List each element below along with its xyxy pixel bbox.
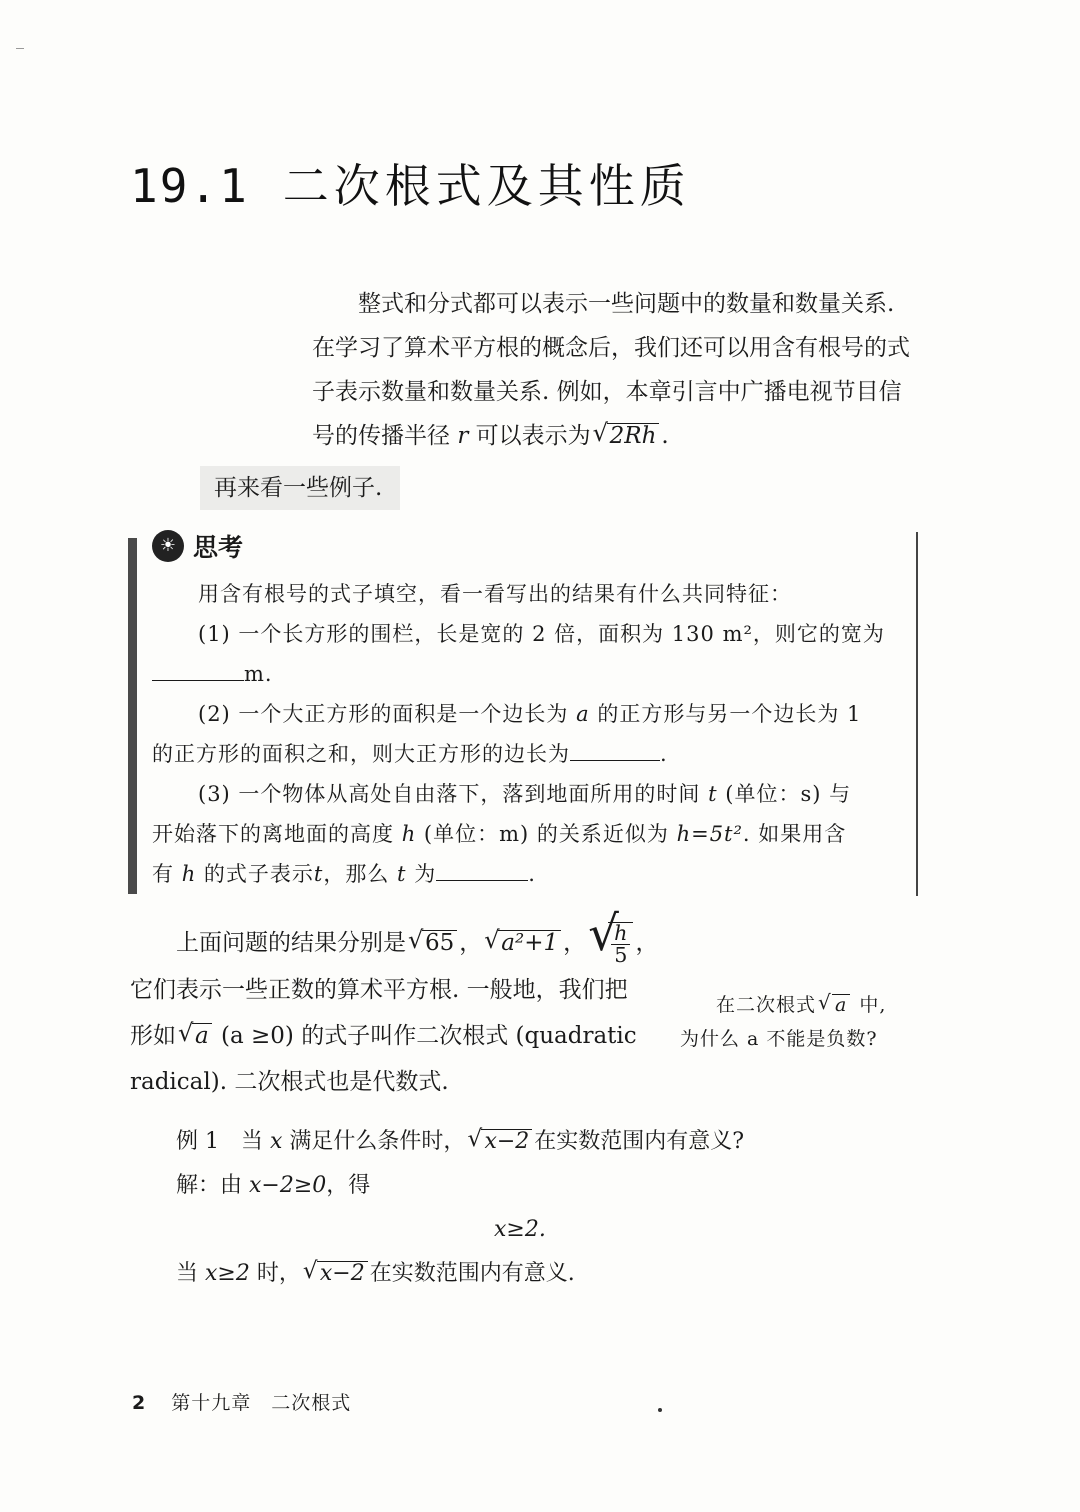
- definition-line: [130, 1013, 660, 1059]
- variable: a: [576, 702, 590, 726]
- question-3-line: [152, 854, 897, 894]
- sqrt-expression: [593, 414, 660, 458]
- question-1-line: [152, 654, 897, 694]
- text-span: (单位：s) 与: [725, 782, 852, 806]
- radicand: a²+1: [498, 930, 561, 956]
- radicand: a: [832, 994, 850, 1016]
- definition-line: radical). 二次根式也是代数式.: [130, 1069, 449, 1096]
- transition-banner: 再来看一些例子.: [200, 466, 400, 510]
- inequality: x≥2: [205, 1261, 250, 1286]
- variable: x: [270, 1129, 283, 1154]
- text-span: ，那么: [323, 862, 390, 886]
- radicand: a: [192, 1023, 212, 1049]
- think-content: [152, 574, 897, 894]
- answer-blank: [436, 880, 528, 881]
- text-span: 开始落下的离地面的高度: [152, 822, 394, 846]
- margin-note: [680, 988, 920, 1056]
- text-span: 在实数范围内有意义?: [534, 1129, 745, 1154]
- text-span: 例 1 当: [176, 1129, 263, 1154]
- denominator: 5: [614, 943, 628, 968]
- text-span: m.: [244, 662, 273, 686]
- results-line: [130, 920, 660, 967]
- text-span: ，: [635, 930, 659, 956]
- variable: h: [181, 862, 197, 886]
- question-2-line: [152, 734, 897, 774]
- fraction: [611, 920, 630, 968]
- text-span: .: [528, 862, 536, 886]
- radicand: 2Rh: [607, 423, 660, 449]
- intro-paragraph: [312, 282, 932, 458]
- sqrt-expression: [467, 1120, 532, 1164]
- answer-blank: [152, 680, 244, 681]
- text-span: (3) 一个物体从高处自由落下，落到地面所用的时间: [198, 782, 701, 806]
- section-heading: [130, 150, 691, 216]
- text-span: 的式子叫作二次根式 (quadratic: [301, 1023, 637, 1050]
- text-span: 中,: [859, 994, 887, 1016]
- text-span: ，: [563, 930, 587, 956]
- margin-note-line: 为什么 a 不能是负数?: [680, 1028, 878, 1050]
- radicand: [608, 922, 633, 967]
- text-span: .: [661, 423, 669, 449]
- think-box-sidebar: [128, 538, 137, 894]
- sqrt-expression: [588, 921, 633, 967]
- sqrt-expression: [303, 1252, 368, 1296]
- text-span: 在实数范围内有意义.: [369, 1261, 575, 1286]
- question-1-line: (1) 一个长方形的围栏，长是宽的 2 倍，面积为 130 m²，则它的宽为: [198, 622, 885, 646]
- text-span: 为: [414, 862, 437, 886]
- think-prompt: 用含有根号的式子填空，看一看写出的结果有什么共同特征：: [198, 582, 792, 606]
- scan-mark: [16, 48, 24, 49]
- numerator: √ h: [611, 923, 630, 946]
- condition: (a ≥0): [221, 1023, 294, 1050]
- text-span: ，得: [326, 1173, 371, 1198]
- section-number: 19.1: [130, 159, 249, 213]
- text-span: 的正方形的面积之和，则大正方形的边长为: [152, 742, 570, 766]
- radicand: x−2: [481, 1129, 532, 1154]
- intro-line: 在学习了算术平方根的概念后，我们还可以用含有根号的式: [312, 335, 910, 361]
- sqrt-expression: [484, 920, 561, 966]
- text-span: 可以表示为: [475, 423, 591, 449]
- inequality: x−2≥0: [249, 1173, 327, 1198]
- definition-line: 它们表示一些正数的算术平方根. 一般地，我们把: [130, 977, 628, 1004]
- variable: h: [401, 822, 417, 846]
- variable: t: [708, 782, 718, 806]
- text-span: 形如: [130, 1023, 176, 1050]
- text-span: 解：由: [176, 1173, 243, 1198]
- sqrt-expression: [178, 1013, 212, 1059]
- text-span: 有: [152, 862, 174, 886]
- text-span: 的式子表示: [203, 862, 314, 886]
- radicand: x−2: [317, 1261, 368, 1286]
- example-result: x≥2.: [494, 1217, 546, 1242]
- scan-dot: [658, 1408, 662, 1412]
- example-question: [176, 1120, 876, 1164]
- question-3-line: [152, 814, 897, 854]
- sqrt-expression: [818, 988, 850, 1022]
- example-conclusion: [176, 1252, 876, 1296]
- text-span: (2) 一个大正方形的面积是一个边长为: [198, 702, 569, 726]
- intro-line: 子表示数量和数量关系. 例如，本章引言中广播电视节目信: [312, 379, 902, 405]
- example-1: [176, 1120, 876, 1296]
- answer-blank: [570, 760, 660, 761]
- example-solution: [176, 1164, 876, 1208]
- text-span: 上面问题的结果分别是: [176, 930, 406, 956]
- text-span: ，: [459, 930, 483, 956]
- margin-note-line: [680, 988, 920, 1022]
- text-span: .: [660, 742, 668, 766]
- think-title: 思考: [193, 533, 244, 562]
- equation: h=5t²: [676, 822, 743, 846]
- page-number: 2: [132, 1392, 146, 1414]
- page-footer: [132, 1388, 351, 1415]
- section-title: 二次根式及其性质: [282, 159, 691, 213]
- text-span: (单位：m) 的关系近似为: [423, 822, 669, 846]
- definition-paragraph: [130, 920, 660, 1105]
- variable: r: [457, 423, 469, 449]
- variable: t: [313, 862, 324, 886]
- intro-line: [312, 414, 932, 458]
- text-span: 在二次根式: [716, 994, 817, 1016]
- text-span: 号的传播半径: [312, 423, 450, 449]
- question-3-line: [152, 774, 897, 814]
- sqrt-expression: [408, 920, 457, 966]
- text-span: 当: [176, 1261, 199, 1286]
- text-span: 满足什么条件时，: [289, 1129, 466, 1154]
- radicand: 65: [422, 930, 457, 956]
- text-span: 时，: [256, 1261, 301, 1286]
- variable: t: [397, 862, 407, 886]
- intro-line: 整式和分式都可以表示一些问题中的数量和数量关系.: [358, 291, 895, 317]
- text-span: 的正方形与另一个边长为 1: [597, 702, 862, 726]
- question-2-line: [152, 694, 897, 734]
- text-span: . 如果用含: [742, 822, 847, 846]
- lightbulb-icon: ☀: [152, 530, 184, 562]
- chapter-label: 第十九章 二次根式: [171, 1392, 352, 1414]
